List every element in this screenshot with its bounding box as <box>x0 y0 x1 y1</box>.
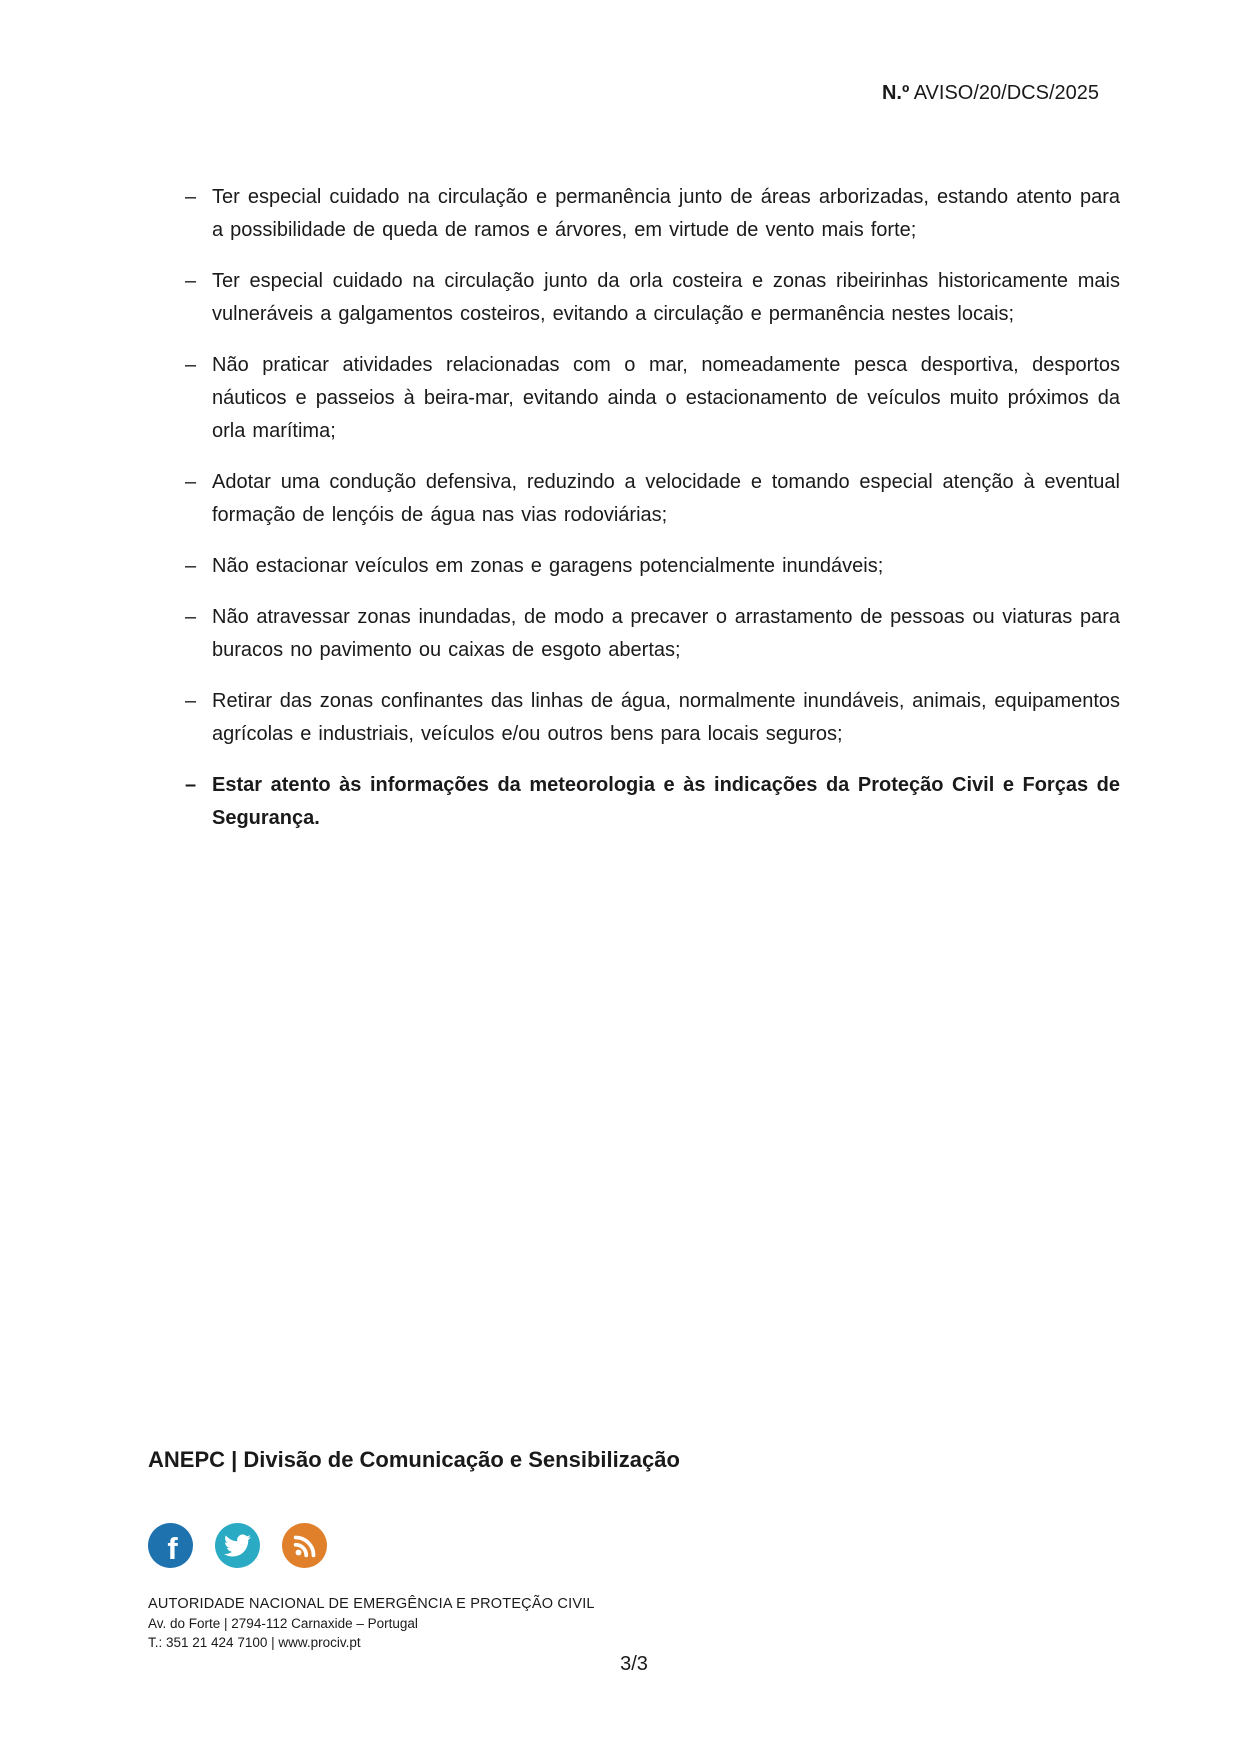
bullet-dash: – <box>185 774 197 796</box>
list-item-text: Não estacionar veículos em zonas e garagens potencialmente inundáveis; <box>212 555 884 577</box>
facebook-icon[interactable] <box>148 1523 193 1568</box>
document-reference <box>882 82 1099 105</box>
list-item-text: Ter especial cuidado na circulação junto da orla costeira e zonas ribeirinhas historicamente mais vulneráveis a galgamentos costeiros, evitando a circulação e permanência nestes locais; <box>212 270 1120 325</box>
document-reference-number: AVISO/20/DCS/2025 <box>909 82 1099 104</box>
list-item-text: Ter especial cuidado na circulação e permanência junto de áreas arborizadas, estando atento para a possibilidade de queda de ramos e árvores, em virtude de vento mais forte; <box>212 186 1120 241</box>
page-number: 3/3 <box>620 1653 648 1675</box>
rss-glyph <box>292 1533 318 1559</box>
list-item <box>148 685 1120 751</box>
social-links <box>148 1523 327 1568</box>
list-item <box>148 466 1120 532</box>
list-item <box>148 349 1120 448</box>
list-item-text: Não atravessar zonas inundadas, de modo a precaver o arrastamento de pessoas ou viaturas para buracos no pavimento ou caixas de esgoto abertas; <box>212 606 1120 661</box>
footer-department-title: ANEPC | Divisão de Comunicação e Sensibilização <box>148 1447 680 1472</box>
organization-contact: T.: 351 21 424 7100 | www.prociv.pt <box>148 1635 361 1650</box>
organization-address: Av. do Forte | 2794-112 Carnaxide – Portugal <box>148 1616 418 1631</box>
list-item <box>148 601 1120 667</box>
twitter-icon[interactable] <box>215 1523 260 1568</box>
twitter-bird-glyph <box>224 1532 251 1559</box>
document-reference-prefix: N.º <box>881 82 910 104</box>
facebook-glyph: f <box>167 1531 178 1566</box>
bullet-dash: – <box>185 186 197 208</box>
organization-name: AUTORIDADE NACIONAL DE EMERGÊNCIA E PROTEÇÃO CIVIL <box>148 1596 595 1612</box>
footer-address-block <box>148 1595 595 1652</box>
advice-list <box>148 181 1120 853</box>
bullet-dash: – <box>185 606 197 628</box>
bullet-dash: – <box>185 555 197 577</box>
list-item-text: Retirar das zonas confinantes das linhas de água, normalmente inundáveis, animais, equipamentos agrícolas e industriais, veículos e/ou outros bens para locais seguros; <box>212 690 1120 745</box>
list-item <box>148 265 1120 331</box>
list-item <box>148 550 1120 583</box>
bullet-dash: – <box>185 471 197 493</box>
bullet-dash: – <box>185 354 197 376</box>
rss-icon[interactable] <box>282 1523 327 1568</box>
bullet-dash: – <box>185 270 197 292</box>
list-item-emphasized <box>148 769 1120 835</box>
list-item-text: Não praticar atividades relacionadas com o mar, nomeadamente pesca desportiva, desportos náuticos e passeios à beira-mar, evitando ainda o estacionamento de veículos muito próximos da orla marítima; <box>212 354 1120 442</box>
list-item-text: Adotar uma condução defensiva, reduzindo a velocidade e tomando especial atenção à eventual formação de lençóis de água nas vias rodoviárias; <box>212 471 1120 526</box>
list-item <box>148 181 1120 247</box>
bullet-dash: – <box>185 690 197 712</box>
list-item-text: Estar atento às informações da meteorologia e às indicações da Proteção Civil e Forças de Segurança. <box>212 774 1120 829</box>
